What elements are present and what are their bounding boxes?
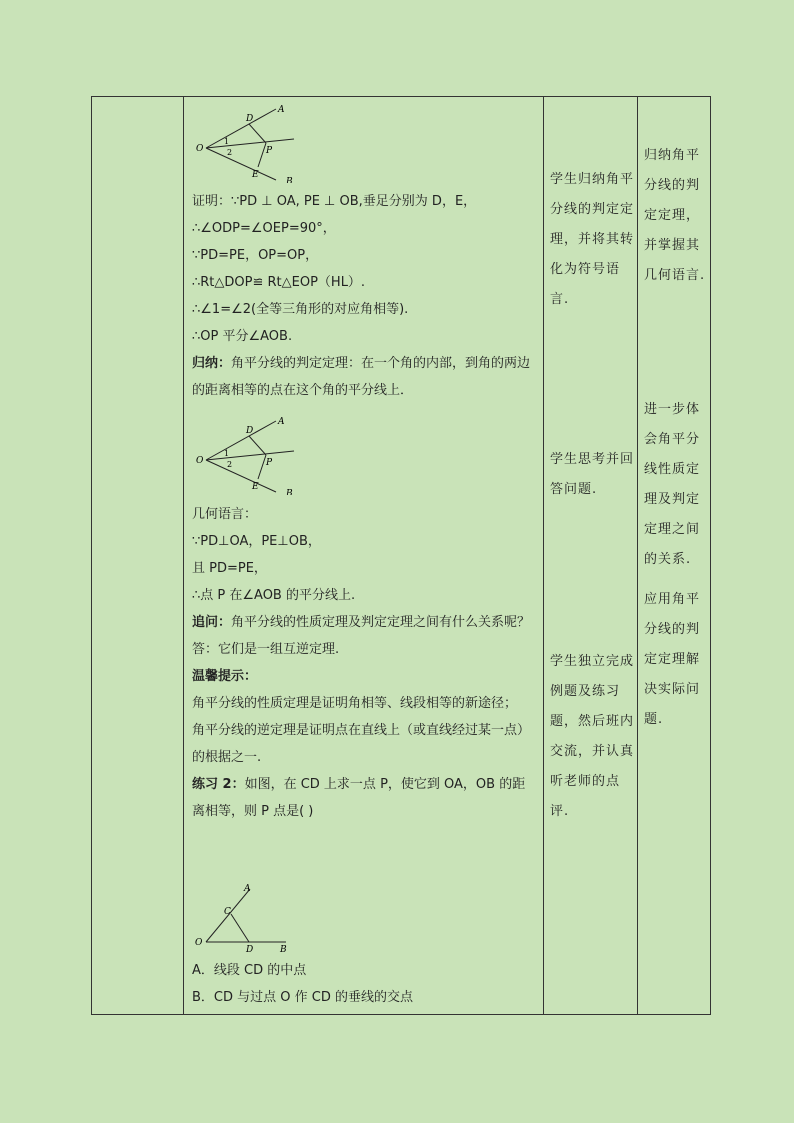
lesson-table xyxy=(91,96,711,1015)
column-content xyxy=(184,97,544,1014)
label-2: 2 xyxy=(227,460,233,469)
exercise-label: 练习 2： xyxy=(192,777,245,792)
label-2: 2 xyxy=(227,148,233,157)
option-b: B．CD 与过点 O 作 CD 的垂线的交点 xyxy=(192,990,413,1005)
label-E: E xyxy=(252,482,259,492)
option-a: A．线段 CD 的中点 xyxy=(192,963,307,978)
exercise-figure xyxy=(194,883,304,953)
label-B: B xyxy=(280,945,287,953)
label-E: E xyxy=(252,170,259,180)
geometry-block xyxy=(192,501,538,825)
label-D: D xyxy=(246,945,254,953)
exercise-paragraph xyxy=(192,771,538,825)
tips-line-2: 角平分线的逆定理是证明点在直线上（或直线经过某一点）的根据之一. xyxy=(192,723,531,765)
label-1: 1 xyxy=(224,449,230,458)
geometry-line-1: ∵PD⊥OA，PE⊥OB， xyxy=(192,534,321,549)
column-student-activity xyxy=(544,97,638,1014)
design-intent-2: 进一步体会角平分线性质定理及判定定理之间的关系. xyxy=(644,402,701,567)
proof-line-5: ∴∠1=∠2(全等三角形的对应角相等). xyxy=(192,302,409,317)
design-intent-3: 应用角平分线的判定定理解决实际问题. xyxy=(644,592,701,727)
design-intent-1: 归纳角平分线的判定定理，并掌握其几何语言. xyxy=(644,148,706,283)
proof-block xyxy=(192,188,538,404)
geometry-line-3: ∴点 P 在∠AOB 的平分线上. xyxy=(192,588,356,603)
exercise-text: 如图，在 CD 上求一点 P，使它到 OA，OB 的距离相等，则 P 点是( ) xyxy=(192,777,526,819)
question-paragraph xyxy=(192,609,538,636)
column-design-intent xyxy=(638,97,712,1014)
student-activity-1: 学生归纳角平分线的判定定理，并将其转化为符号语言. xyxy=(550,172,635,307)
label-A: A xyxy=(278,105,285,115)
student-activity-3: 学生独立完成例题及练习题，然后班内交流，并认真听老师的点评. xyxy=(550,654,635,819)
geometry-title: 几何语言： xyxy=(192,507,258,522)
label-B: B xyxy=(286,489,293,495)
label-P: P xyxy=(266,458,273,468)
question-answer: 答：它们是一组互逆定理. xyxy=(192,642,340,657)
proof-line-1: 证明：∵PD ⊥ OA, PE ⊥ OB,垂足分别为 D，E， xyxy=(192,194,477,209)
column-empty xyxy=(92,97,184,1014)
angle-bisector-figure-2 xyxy=(194,415,304,495)
summary-label: 归纳： xyxy=(192,356,232,371)
options-block xyxy=(192,957,538,1011)
question-text: 角平分线的性质定理及判定定理之间有什么关系呢？ xyxy=(231,615,531,630)
angle-bisector-figure-1 xyxy=(194,103,304,183)
summary-text: 角平分线的判定定理：在一个角的内部，到角的两边的距离相等的点在这个角的平分线上． xyxy=(192,356,531,398)
label-C: C xyxy=(224,907,231,917)
label-D: D xyxy=(246,426,254,436)
label-B: B xyxy=(286,177,293,183)
tips-label: 温馨提示： xyxy=(192,669,258,684)
student-activity-2: 学生思考并回答问题. xyxy=(550,452,635,497)
proof-line-2: ∴∠ODP=∠OEP=90°， xyxy=(192,221,336,236)
label-D: D xyxy=(246,114,254,124)
label-O: O xyxy=(195,938,203,948)
label-1: 1 xyxy=(224,137,230,146)
proof-line-6: ∴OP 平分∠AOB. xyxy=(192,329,293,344)
summary-paragraph xyxy=(192,350,538,404)
label-A: A xyxy=(244,884,251,894)
geometry-line-2: 且 PD=PE， xyxy=(192,561,267,576)
proof-line-3: ∵PD=PE，OP=OP， xyxy=(192,248,319,263)
tips-line-1: 角平分线的性质定理是证明角相等、线段相等的新途径； xyxy=(192,696,518,711)
label-O: O xyxy=(196,456,204,466)
question-label: 追问： xyxy=(192,615,232,630)
proof-line-4: ∴Rt△DOP≌ Rt△EOP（HL）. xyxy=(192,275,366,290)
label-A: A xyxy=(278,417,285,427)
label-P: P xyxy=(266,146,273,156)
label-O: O xyxy=(196,144,204,154)
